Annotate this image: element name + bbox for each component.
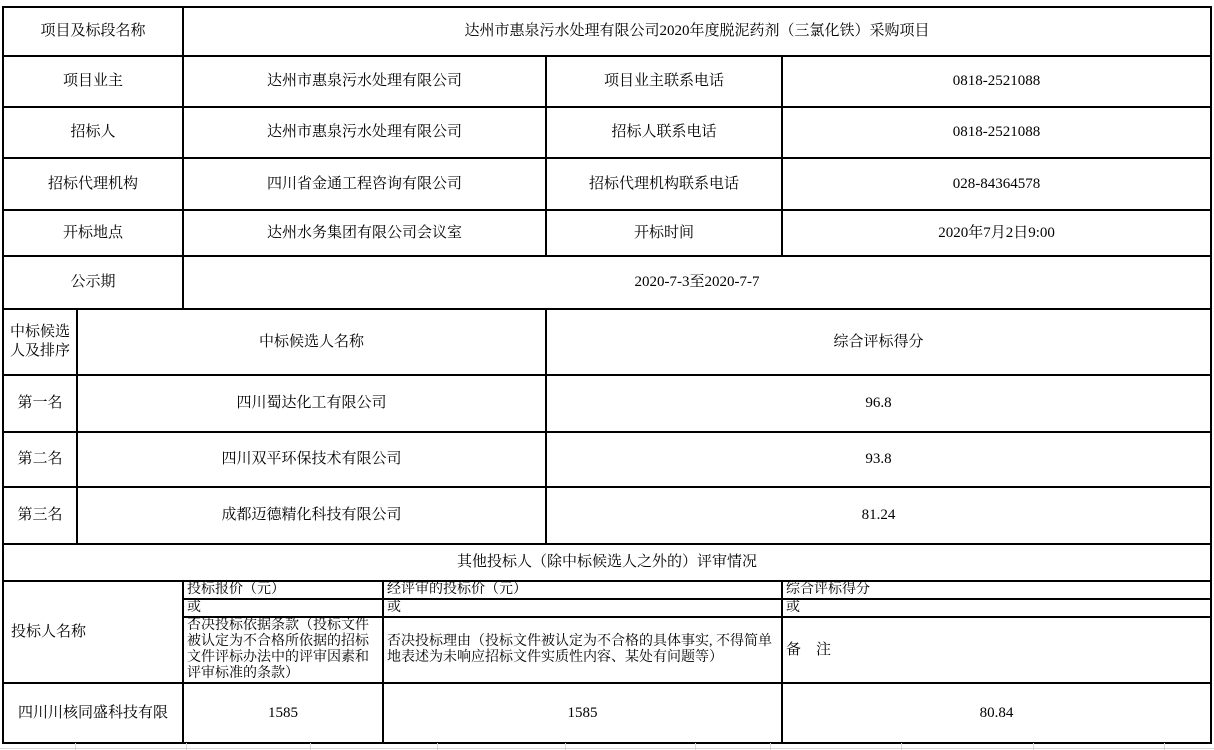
ghost-gridline-vertical [901,743,902,750]
score-header-line1: 综合评标得分 [782,581,1211,599]
ghost-gridline-vertical [695,743,696,750]
other-bidders-section-title: 其他投标人（除中标候选人之外的）评审情况 [3,544,1211,581]
candidate-score: 93.8 [546,432,1211,487]
bid-price-header-line3: 否决投标依据条款（投标文件被认定为不合格所依据的招标文件评标办法中的评审因素和评审标准的条款） [183,617,383,683]
ghost-gridline-vertical [310,743,311,750]
eval-price-header-line2: 或 [383,599,782,617]
other-bidder-row [3,683,1211,743]
candidate-row [3,432,1211,487]
publicity-period-value: 2020-7-3至2020-7-7 [183,256,1211,309]
candidates-header-row [3,309,1211,375]
table-row [3,256,1211,309]
agency-value: 四川省金通工程咨询有限公司 [183,158,546,210]
candidates-score-header: 综合评标得分 [546,309,1211,375]
candidate-rank: 第一名 [3,375,77,432]
other-bidders-header-row [3,617,1211,683]
table-row [3,210,1211,256]
table-row [3,7,1211,56]
other-bidders-header-row [3,599,1211,617]
tenderee-label: 招标人 [3,107,183,158]
candidate-rank: 第三名 [3,487,77,544]
candidates-name-header: 中标候选人名称 [77,309,546,375]
other-bidder-bid: 1585 [183,683,383,743]
opening-place-value: 达州水务集团有限公司会议室 [183,210,546,256]
candidates-rank-header: 中标候选人及排序 [3,309,77,375]
ghost-gridline-vertical [565,743,566,750]
publicity-period-label: 公示期 [3,256,183,309]
table-row [3,158,1211,210]
ghost-gridline-vertical [186,743,187,750]
other-bidder-score: 80.84 [782,683,1211,743]
opening-time-label: 开标时间 [546,210,782,256]
score-header-line3: 备 注 [782,617,1211,683]
bid-result-table [2,6,1212,744]
ghost-gridline-vertical [437,743,438,750]
tenderee-phone-label: 招标人联系电话 [546,107,782,158]
candidate-name: 成都迈德精化科技有限公司 [77,487,546,544]
candidate-rank: 第二名 [3,432,77,487]
table-row [3,107,1211,158]
ghost-gridline-vertical [1033,743,1034,750]
bid-price-header-line1: 投标报价（元） [183,581,383,599]
tenderee-phone-value: 0818-2521088 [782,107,1211,158]
candidate-score: 81.24 [546,487,1211,544]
bidder-name-header: 投标人名称 [3,581,183,683]
tenderee-value: 达州市惠泉污水处理有限公司 [183,107,546,158]
eval-price-header-line1: 经评审的投标价（元） [383,581,782,599]
agency-phone-label: 招标代理机构联系电话 [546,158,782,210]
ghost-gridline-vertical [75,743,76,750]
project-name-value: 达州市惠泉污水处理有限公司2020年度脱泥药剂（三氯化铁）采购项目 [183,7,1211,56]
other-bidder-name: 四川川核同盛科技有限 [3,683,183,743]
owner-phone-label: 项目业主联系电话 [546,56,782,107]
bid-price-header-line2: 或 [183,599,383,617]
owner-phone-value: 0818-2521088 [782,56,1211,107]
candidate-row [3,487,1211,544]
candidate-score: 96.8 [546,375,1211,432]
other-bidder-evaluated-bid: 1585 [383,683,782,743]
agency-phone-value: 028-84364578 [782,158,1211,210]
ghost-gridline-horizontal [0,748,1214,749]
owner-value: 达州市惠泉污水处理有限公司 [183,56,546,107]
score-header-line2: 或 [782,599,1211,617]
opening-place-label: 开标地点 [3,210,183,256]
project-name-label: 项目及标段名称 [3,7,183,56]
candidate-row [3,375,1211,432]
owner-label: 项目业主 [3,56,183,107]
opening-time-value: 2020年7月2日9:00 [782,210,1211,256]
other-bidders-title-row [3,544,1211,581]
candidate-name: 四川蜀达化工有限公司 [77,375,546,432]
table-row [3,56,1211,107]
other-bidders-header-row [3,581,1211,599]
ghost-gridline-vertical [1164,743,1165,750]
candidate-name: 四川双平环保技术有限公司 [77,432,546,487]
ghost-gridline-vertical [770,743,771,750]
eval-price-header-line3: 否决投标理由（投标文件被认定为不合格的具体事实, 不得简单地表述为未响应招标文件实质性内容、某处有问题等） [383,617,782,683]
agency-label: 招标代理机构 [3,158,183,210]
